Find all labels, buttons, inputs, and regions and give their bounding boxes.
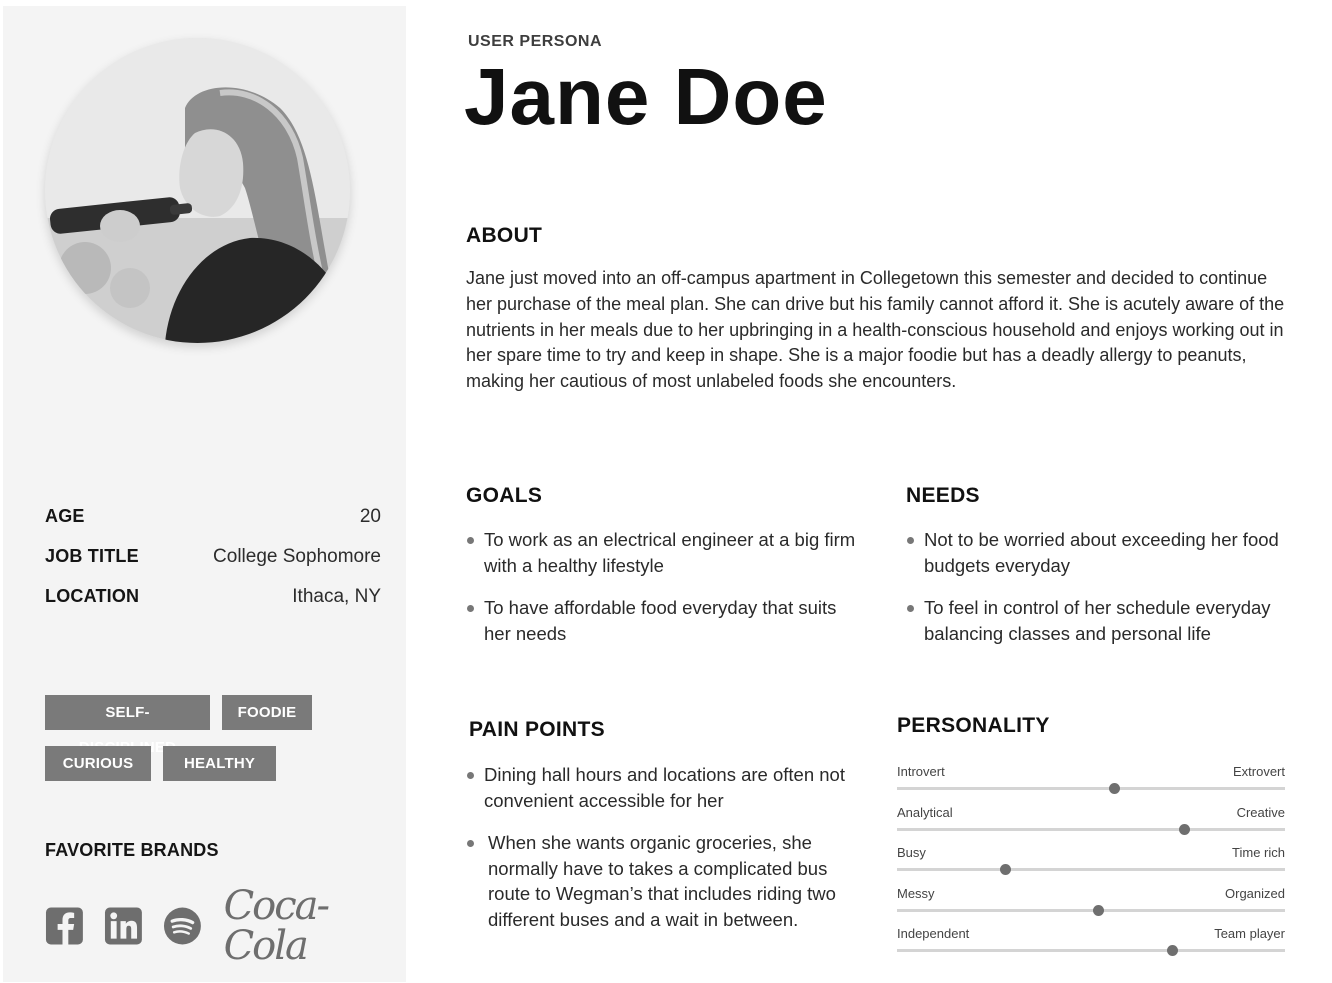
goals-list	[466, 527, 856, 663]
list-item: To work as an electrical engineer at a big firm with a healthy lifestyle	[466, 527, 856, 578]
coca-cola-logo: Coca-Cola	[223, 883, 329, 969]
persona-photo	[45, 38, 350, 343]
spotify-icon	[163, 906, 202, 946]
goals-title: GOALS	[466, 484, 543, 507]
trait-right-label: Extrovert	[1232, 764, 1285, 779]
personality-sliders	[897, 762, 1285, 965]
trait-track	[897, 949, 1285, 952]
tag-self-disciplined: SELF- INED	[45, 695, 210, 730]
trait-track	[897, 868, 1285, 871]
trait-track	[897, 909, 1285, 912]
personality-title: PERSONALITY	[897, 714, 1050, 737]
needs-title: NEEDS	[906, 484, 980, 507]
trait-messy-organized	[897, 884, 1285, 925]
fact-label: LOCATION	[45, 586, 140, 606]
linkedin-icon	[104, 906, 143, 946]
fact-value: 20	[359, 506, 381, 527]
tag-curious: CURIOUS	[45, 746, 151, 781]
trait-tags	[45, 695, 385, 797]
trait-introvert-extrovert	[897, 762, 1285, 803]
pain-points-list	[466, 762, 851, 949]
persona-photo-illustration	[45, 38, 350, 343]
fact-label: AGE	[45, 506, 85, 526]
trait-independent-team-player	[897, 924, 1285, 965]
favorite-brands	[45, 883, 406, 969]
about-text: Jane just moved into an off-campus apartment in Collegetown this semester and decided to continue her purchase of the meal plan. She can drive but his family cannot afford it. She is acutely aware of the nutrients in her meals due to her upbringing in a health-conscious household and enjoys working out in her spare time to try and keep in shape. She is a major foodie but has a deadly allergy to peanuts, making her cautious of most unlabeled foods she encounters.	[466, 268, 1285, 392]
trait-left-label: Analytical	[897, 804, 953, 820]
fact-job-title	[45, 546, 381, 586]
trait-knob	[1167, 945, 1178, 956]
pain-points-title: PAIN POINTS	[469, 718, 605, 741]
trait-track	[897, 787, 1285, 790]
persona-name: Jane Doe	[464, 52, 828, 141]
tag-healthy: HEALTHY	[163, 746, 276, 781]
trait-busy-time-rich	[897, 843, 1285, 884]
list-item: Dining hall hours and locations are often not convenient accessible for her	[466, 762, 851, 813]
trait-knob	[1093, 905, 1104, 916]
fact-age	[45, 506, 381, 546]
trait-track	[897, 828, 1285, 831]
persona-eyebrow: USER PERSONA	[468, 33, 603, 50]
list-item: When she wants organic groceries, she normally have to takes a complicated bus route to Wegman’s that includes riding two different buses and a wait in between.	[466, 830, 851, 932]
trait-right-label: Team player	[1214, 926, 1285, 941]
trait-right-label: Time rich	[1232, 845, 1285, 860]
trait-knob	[1109, 783, 1120, 794]
trait-right-label: Organized	[1225, 885, 1285, 901]
fact-value: College Sophomore	[213, 546, 381, 567]
profile-facts	[45, 506, 381, 626]
fact-label: JOB TITLE	[45, 546, 139, 566]
list-item: To have affordable food everyday that suits her needs	[466, 595, 856, 646]
trait-knob	[1000, 864, 1011, 875]
profile-sidebar	[3, 6, 406, 982]
trait-right-label: Creative	[1236, 804, 1285, 820]
facebook-icon	[45, 906, 84, 946]
trait-knob	[1179, 824, 1190, 835]
needs-list	[906, 527, 1286, 663]
fact-value: Ithaca, NY	[292, 586, 381, 607]
trait-left-label: Introvert	[897, 764, 945, 779]
fact-location	[45, 586, 381, 626]
trait-analytical-creative	[897, 803, 1285, 844]
list-item: Not to be worried about exceeding her food budgets everyday	[906, 527, 1286, 578]
trait-left-label: Busy	[897, 845, 926, 860]
tag-foodie: FOODIE	[222, 695, 312, 730]
about-title: ABOUT	[466, 224, 543, 247]
favorite-brands-title: FAVORITE BRANDS	[45, 840, 219, 860]
trait-left-label: Independent	[897, 926, 970, 941]
trait-left-label: Messy	[897, 885, 935, 901]
list-item: To feel in control of her schedule everyday balancing classes and personal life	[906, 595, 1286, 646]
